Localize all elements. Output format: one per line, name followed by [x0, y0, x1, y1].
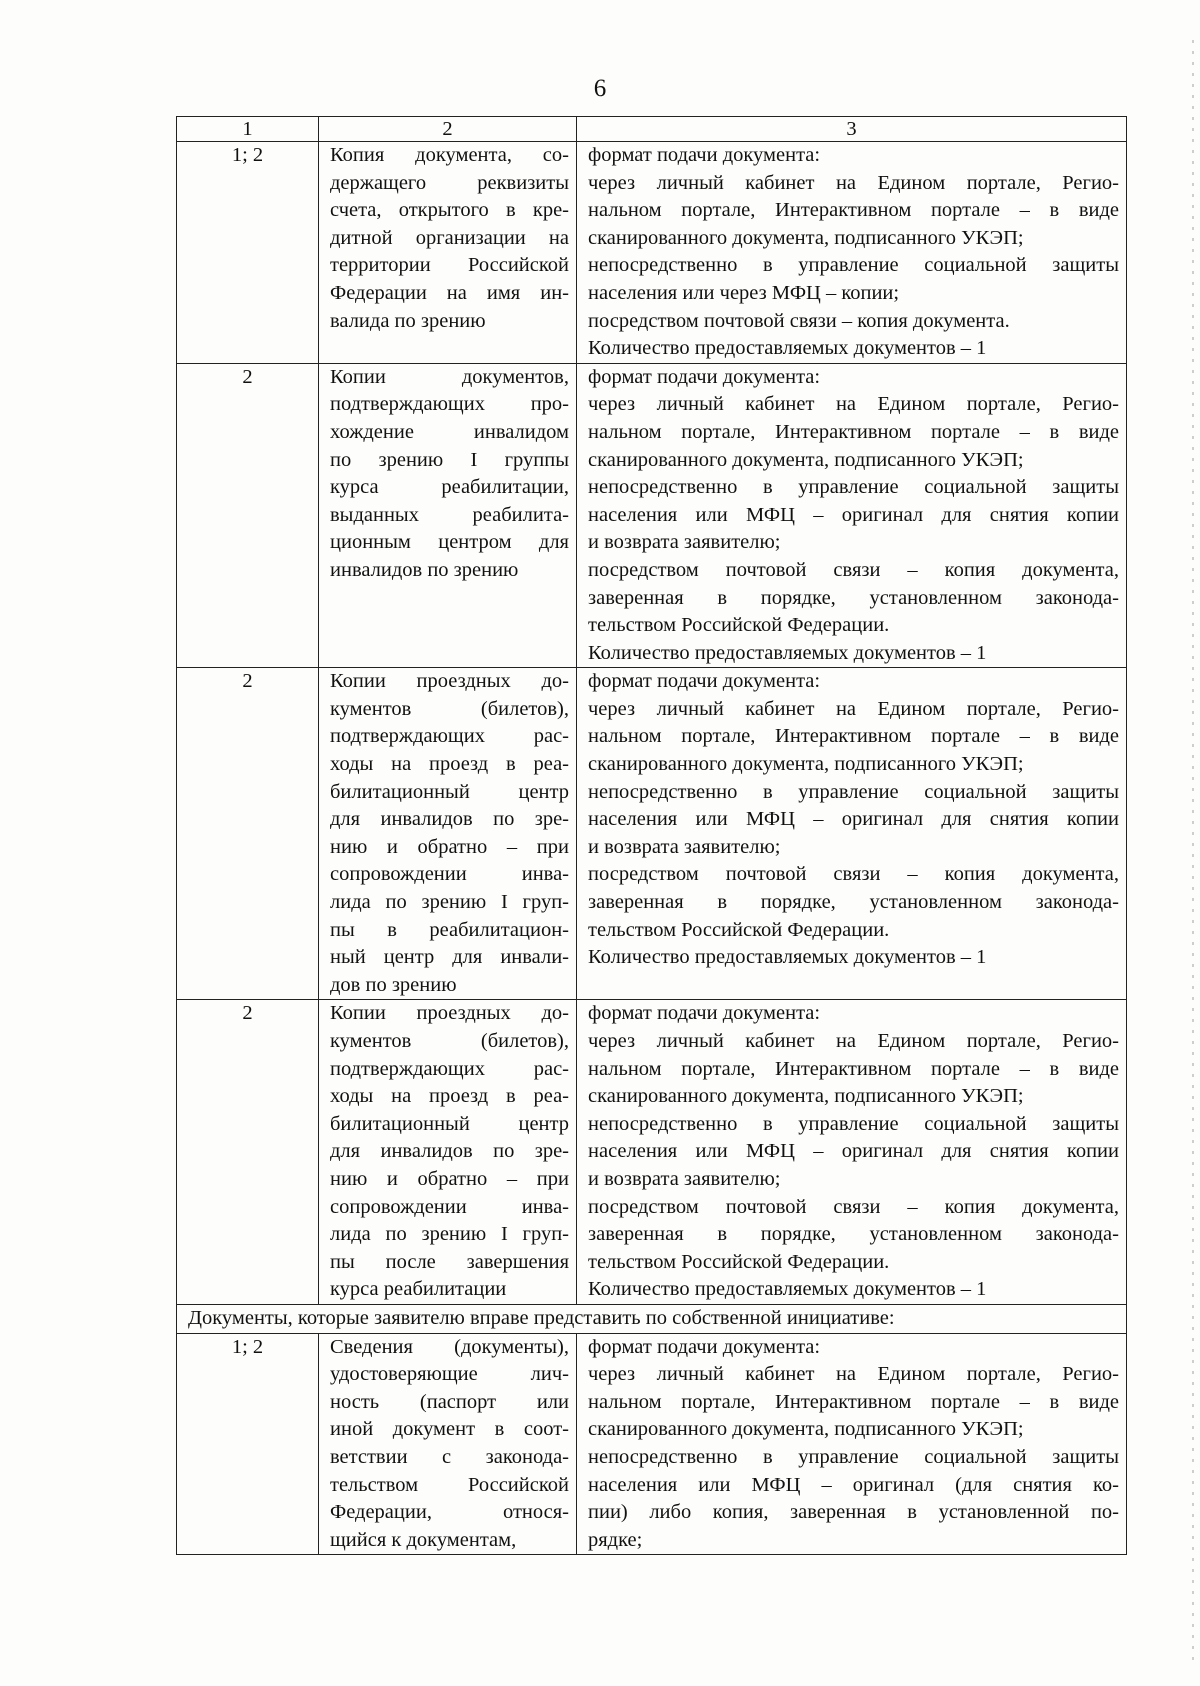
cell-text-line: непосредственно в управление социальной защиты	[588, 1112, 1119, 1135]
cell-text-line: ность (паспорт или	[330, 1390, 569, 1413]
cell-text-line: пы после завершения	[330, 1250, 569, 1273]
cell-text-line: через личный кабинет на Едином портале, Регио-	[588, 1363, 1119, 1386]
cell-text-line: ный центр для инвали-	[330, 946, 569, 969]
cell-text-line: билитационный центр	[330, 1112, 569, 1135]
document-name-cell	[319, 142, 577, 364]
cell-text-line: ходы на проезд в реа-	[330, 1085, 569, 1108]
cell-text-line: формат подачи документа:	[588, 1335, 821, 1358]
cell-text-line: Количество предоставляемых документов – 1	[588, 946, 987, 969]
cell-text-line: заверенная в порядке, установленном законода-	[588, 891, 1119, 914]
cell-text-line: населения или МФЦ – оригинал (для снятия ко-	[588, 1473, 1119, 1496]
cell-text-line: по зрению I группы	[330, 448, 569, 471]
cell-text-line: ветствии с законода-	[330, 1445, 569, 1468]
table-row	[177, 363, 1127, 668]
cell-text-line: дов по зрению	[330, 973, 457, 996]
cell-text-line: сканированного документа, подписанного УКЭП;	[588, 226, 1024, 249]
cell-text-line: ходы на проезд в реа-	[330, 753, 569, 776]
cell-text-line: посредством почтовой связи – копия документа,	[588, 1195, 1119, 1218]
cell-text-line: населения или МФЦ – оригинал для снятия копии	[588, 808, 1119, 831]
cell-text-line: формат подачи документа:	[588, 144, 821, 166]
submission-format-cell	[577, 1000, 1127, 1305]
cell-text-line: населения или МФЦ – оригинал для снятия копии	[588, 1140, 1119, 1163]
cell-text-line: и возврата заявителю;	[588, 531, 781, 554]
cell-text-line: населения или через МФЦ – копии;	[588, 281, 900, 304]
cell-text-line: счета, открытого в кре-	[330, 199, 569, 222]
cell-text-line: посредством почтовой связи – копия документа,	[588, 558, 1119, 581]
cell-text-line: подтверждающих рас-	[330, 725, 569, 748]
document-table	[176, 116, 1127, 1555]
cell-text-line: и возврата заявителю;	[588, 1167, 781, 1190]
cell-text-line: нальном портале, Интерактивном портале – в виде	[588, 725, 1119, 748]
cell-text-line: посредством почтовой связи – копия документа.	[588, 309, 1010, 332]
cell-text-line: заверенная в порядке, установленном законода-	[588, 1223, 1119, 1246]
section-header-row	[177, 1304, 1127, 1333]
table-header-row	[177, 117, 1127, 142]
header-cell-2: 2	[319, 117, 577, 142]
submission-format-cell	[577, 142, 1127, 364]
cell-text-line: через личный кабинет на Едином портале, Регио-	[588, 697, 1119, 720]
cell-text-line: Копии проездных до-	[330, 1002, 569, 1025]
cell-text-line: для инвалидов по зре-	[330, 808, 569, 831]
cell-text-line: удостоверяющие лич-	[330, 1363, 569, 1386]
applicant-category-cell: 1; 2	[177, 142, 319, 364]
document-name-cell	[319, 668, 577, 1000]
cell-text-line: посредством почтовой связи – копия документа,	[588, 863, 1119, 886]
cell-text-line: Копии документов,	[330, 365, 569, 388]
cell-text-line: формат подачи документа:	[588, 1002, 821, 1025]
cell-text-line: нальном портале, Интерактивном портале – в виде	[588, 420, 1119, 443]
cell-text-line: сканированного документа, подписанного УКЭП;	[588, 753, 1024, 776]
cell-text-line: через личный кабинет на Едином портале, Регио-	[588, 393, 1119, 416]
applicant-category-cell: 2	[177, 668, 319, 1000]
cell-text-line: курса реабилитации	[330, 1278, 507, 1301]
cell-text-line: Федерации на имя ин-	[330, 281, 569, 304]
cell-text-line: иной документ в соот-	[330, 1418, 569, 1441]
table-row	[177, 142, 1127, 364]
cell-text-line: подтверждающих про-	[330, 393, 569, 416]
cell-text-line: нию и обратно – при	[330, 1167, 569, 1190]
cell-text-line: тельством Российской Федерации.	[588, 918, 890, 941]
cell-text-line: инвалидов по зрению	[330, 558, 519, 581]
cell-text-line: сканированного документа, подписанного УКЭП;	[588, 1085, 1024, 1108]
cell-text-line: Копия документа, со-	[330, 144, 569, 166]
scan-edge-marks	[1192, 40, 1194, 1660]
cell-text-line: тельством Российской	[330, 1473, 569, 1496]
cell-text-line: щийся к документам,	[330, 1528, 517, 1551]
applicant-category-cell: 1; 2	[177, 1333, 319, 1555]
cell-text-line: Количество предоставляемых документов – 1	[588, 641, 987, 664]
cell-text-line: кументов (билетов),	[330, 1030, 569, 1052]
cell-text-line: пы в реабилитацион-	[330, 918, 569, 941]
cell-text-line: тельством Российской Федерации.	[588, 614, 890, 637]
section-header-cell: Документы, которые заявителю вправе представить по собственной инициативе:	[177, 1304, 1127, 1333]
header-cell-3: 3	[577, 117, 1127, 142]
applicant-category-cell: 2	[177, 1000, 319, 1305]
cell-text-line: населения или МФЦ – оригинал для снятия копии	[588, 503, 1119, 526]
cell-text-line: лида по зрению I груп-	[330, 1223, 569, 1246]
cell-text-line: тельством Российской Федерации.	[588, 1250, 890, 1273]
applicant-category-cell: 2	[177, 363, 319, 668]
cell-text-line: билитационный центр	[330, 780, 569, 803]
document-name-cell	[319, 1333, 577, 1555]
cell-text-line: для инвалидов по зре-	[330, 1140, 569, 1163]
cell-text-line: сопровождении инва-	[330, 863, 569, 886]
cell-text-line: кументов (билетов),	[330, 697, 569, 720]
cell-text-line: ционным центром для	[330, 531, 569, 554]
cell-text-line: подтверждающих рас-	[330, 1057, 569, 1080]
cell-text-line: Копии проездных до-	[330, 670, 569, 693]
cell-text-line: Сведения (документы),	[330, 1335, 569, 1358]
submission-format-cell	[577, 363, 1127, 668]
cell-text-line: формат подачи документа:	[588, 365, 821, 388]
cell-text-line: непосредственно в управление социальной защиты	[588, 780, 1119, 803]
cell-text-line: Количество предоставляемых документов – 1	[588, 1278, 987, 1301]
document-name-cell	[319, 1000, 577, 1305]
table-row	[177, 1333, 1127, 1555]
table-row	[177, 1000, 1127, 1305]
cell-text-line: заверенная в порядке, установленном законода-	[588, 586, 1119, 609]
cell-text-line: выданных реабилита-	[330, 503, 569, 526]
table-row	[177, 668, 1127, 1000]
submission-format-cell	[577, 668, 1127, 1000]
submission-format-cell	[577, 1333, 1127, 1555]
cell-text-line: пии) либо копия, заверенная в установленной по-	[588, 1501, 1119, 1524]
cell-text-line: курса реабилитации,	[330, 476, 569, 499]
cell-text-line: нальном портале, Интерактивном портале – в виде	[588, 1390, 1119, 1413]
cell-text-line: через личный кабинет на Едином портале, Регио-	[588, 171, 1119, 194]
cell-text-line: и возврата заявителю;	[588, 835, 781, 858]
cell-text-line: нию и обратно – при	[330, 835, 569, 858]
cell-text-line: формат подачи документа:	[588, 670, 821, 693]
cell-text-line: валида по зрению	[330, 309, 486, 332]
cell-text-line: Федерации, относя-	[330, 1501, 569, 1524]
cell-text-line: сопровождении инва-	[330, 1195, 569, 1218]
cell-text-line: дитной организации на	[330, 226, 569, 249]
header-cell-1: 1	[177, 117, 319, 142]
page-number: 6	[593, 75, 607, 102]
cell-text-line: Количество предоставляемых документов – 1	[588, 337, 987, 360]
cell-text-line: через личный кабинет на Едином портале, Регио-	[588, 1030, 1119, 1052]
cell-text-line: нальном портале, Интерактивном портале – в виде	[588, 1057, 1119, 1080]
cell-text-line: нальном портале, Интерактивном портале – в виде	[588, 199, 1119, 222]
cell-text-line: непосредственно в управление социальной защиты	[588, 254, 1119, 277]
cell-text-line: хождение инвалидом	[330, 420, 569, 443]
cell-text-line: непосредственно в управление социальной защиты	[588, 1445, 1119, 1468]
cell-text-line: лида по зрению I груп-	[330, 891, 569, 914]
cell-text-line: сканированного документа, подписанного УКЭП;	[588, 448, 1024, 471]
cell-text-line: сканированного документа, подписанного УКЭП;	[588, 1418, 1024, 1441]
cell-text-line: держащего реквизиты	[330, 171, 569, 194]
cell-text-line: территории Российской	[330, 254, 569, 277]
cell-text-line: непосредственно в управление социальной защиты	[588, 476, 1119, 499]
cell-text-line: рядке;	[588, 1528, 643, 1551]
document-name-cell	[319, 363, 577, 668]
